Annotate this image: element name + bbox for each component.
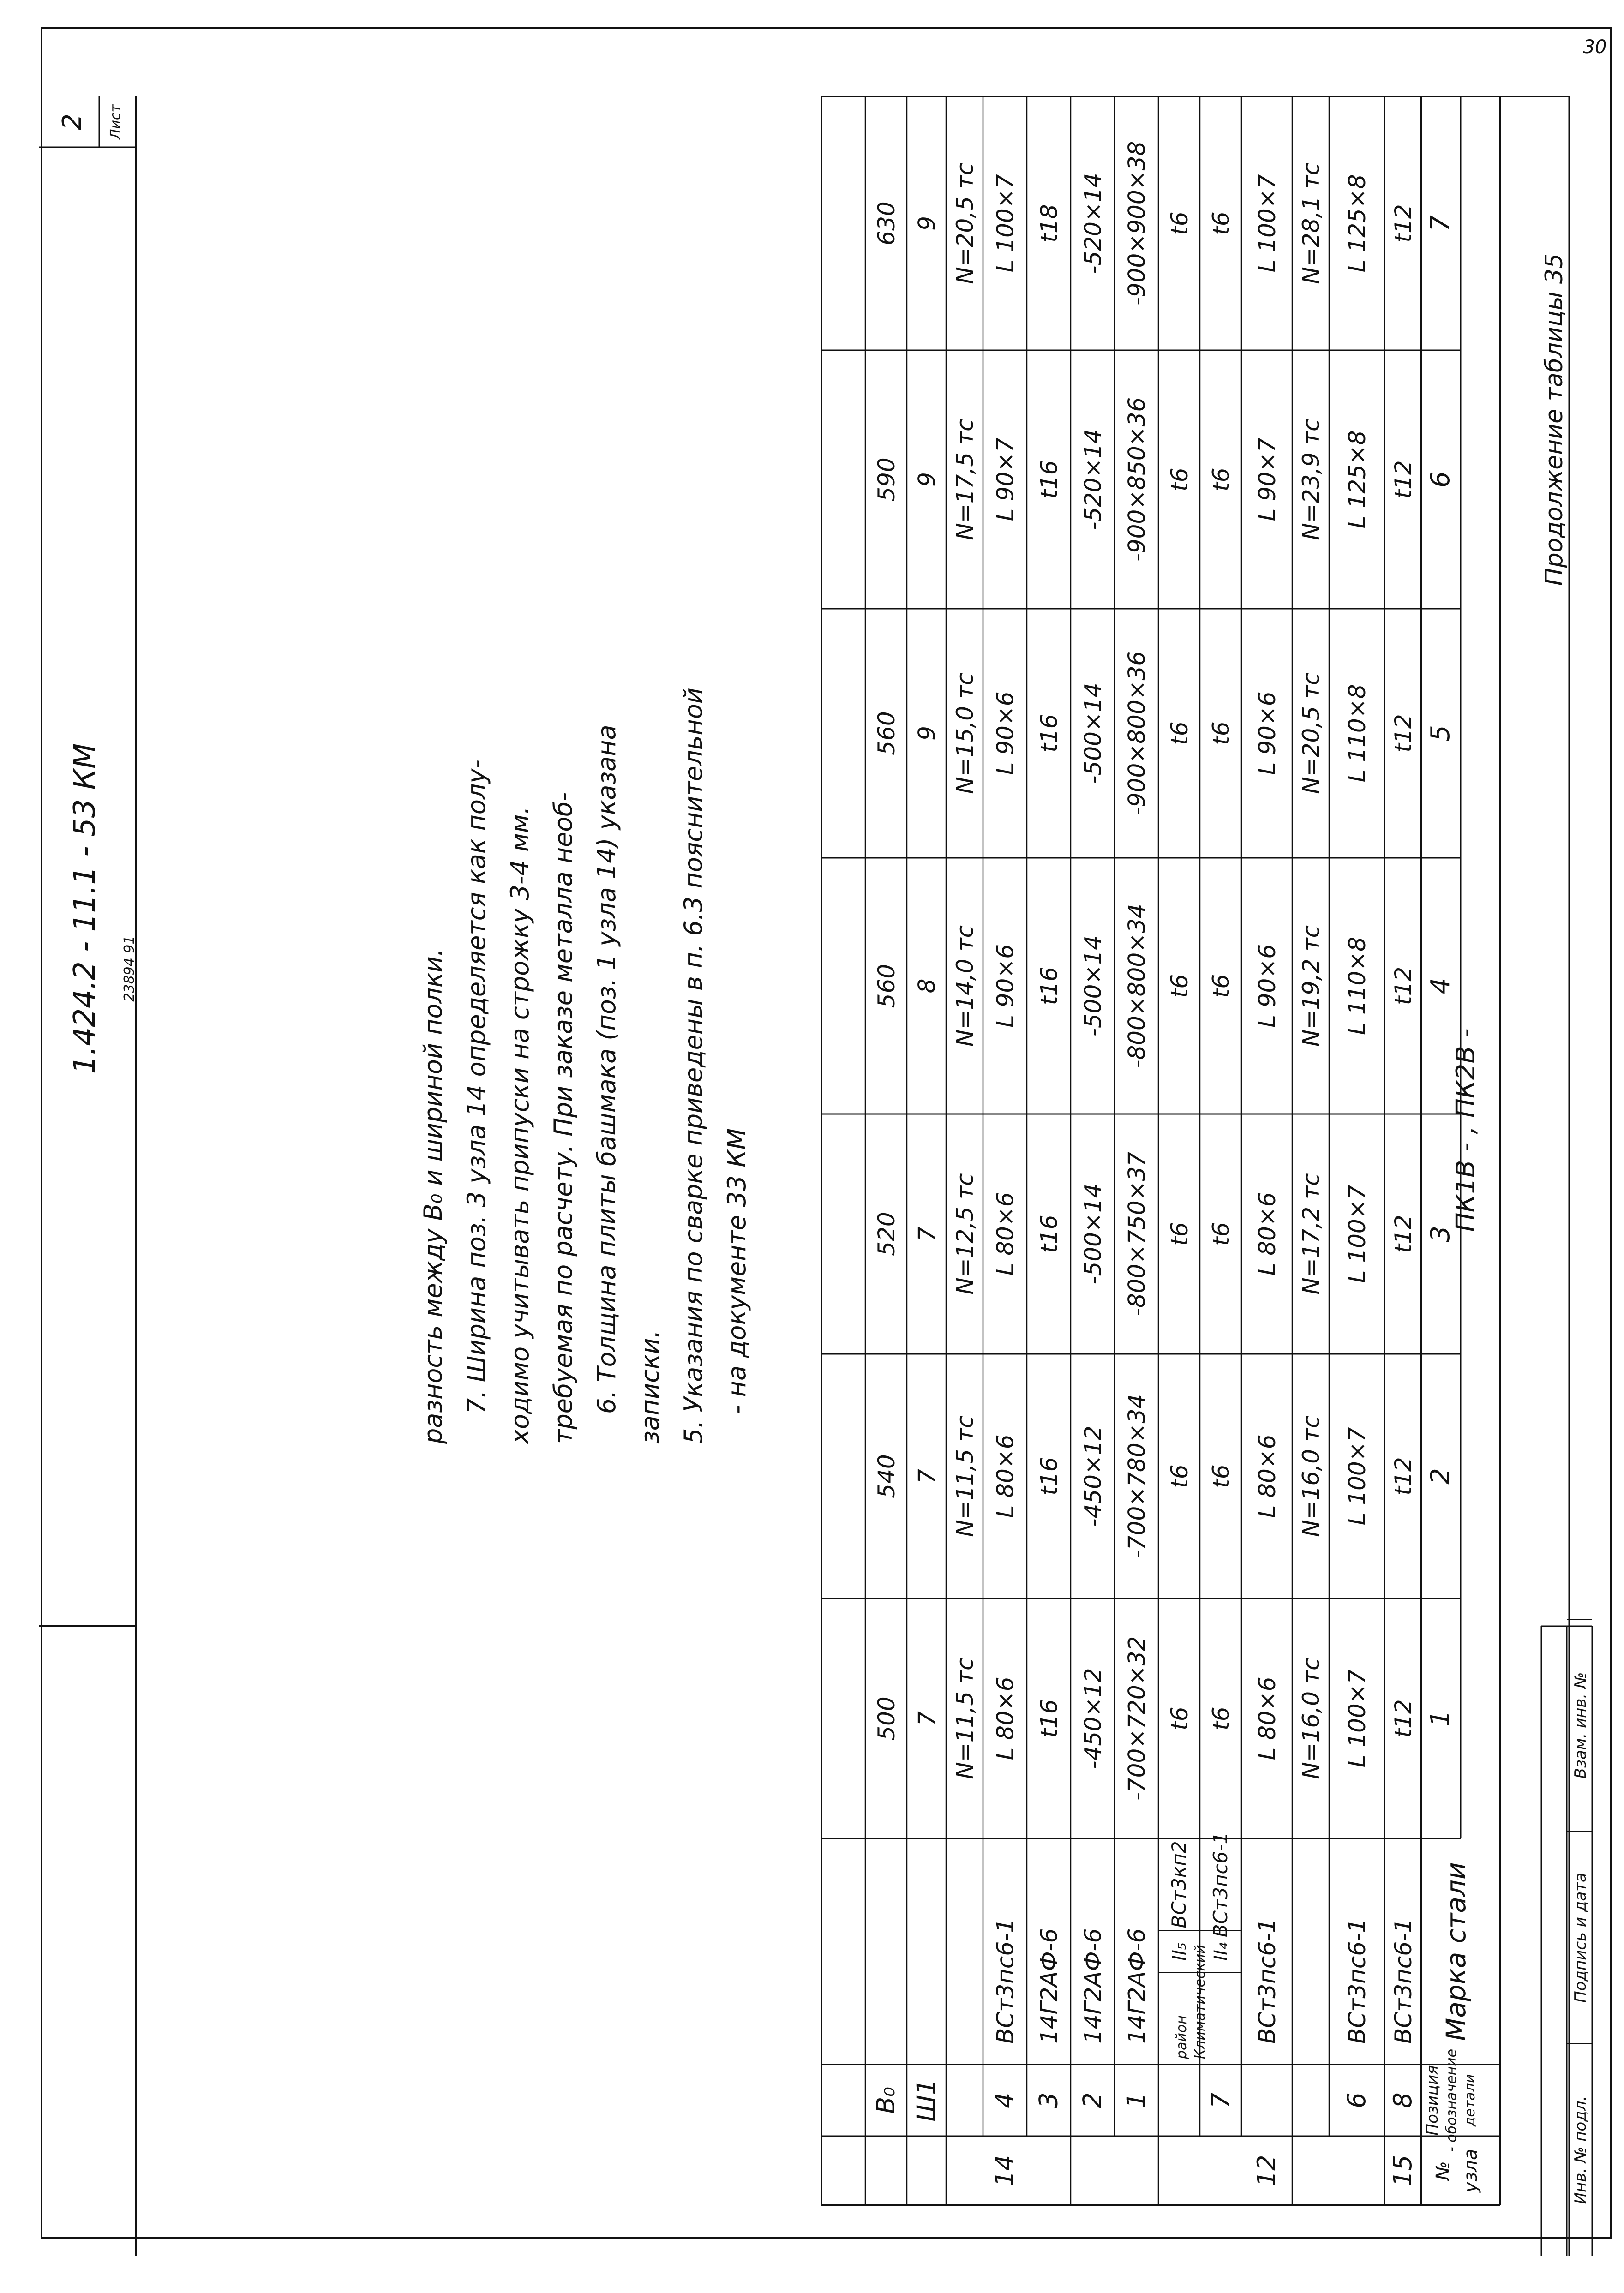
climate-steel-grade: ВСт3кп2 xyxy=(1168,1841,1190,1928)
data-cell: t6 xyxy=(1208,467,1234,491)
data-cell: -900×900×38 xyxy=(1123,141,1151,306)
data-cell: L 125×8 xyxy=(1344,174,1371,273)
climate-region: II₅ xyxy=(1169,1942,1190,1961)
position-number: Ш1 xyxy=(911,2079,941,2122)
data-cell: L 80×6 xyxy=(1254,1192,1281,1276)
data-cell: N=11,5 тс xyxy=(952,1415,978,1537)
data-cell: t6 xyxy=(1208,1706,1234,1730)
data-cell: N=23,9 тс xyxy=(1298,419,1324,540)
data-cell: -700×780×34 xyxy=(1123,1394,1151,1559)
data-cell: N=16,0 тс xyxy=(1298,1415,1324,1537)
data-cell: t6 xyxy=(1208,211,1234,235)
data-cell: -520×14 xyxy=(1079,173,1107,274)
steel-grade-cell: ВСт3пс6-1 xyxy=(1390,1918,1417,2044)
data-cell: t6 xyxy=(1166,1222,1193,1246)
data-cell: N=14,0 тс xyxy=(952,925,978,1047)
data-cell: t12 xyxy=(1390,460,1417,499)
data-cell: N=28,1 тс xyxy=(1298,162,1324,284)
rotated-sheet-content xyxy=(39,96,1592,2256)
node-number: 14 xyxy=(990,2155,1019,2187)
data-cell: 560 xyxy=(873,964,900,1008)
position-number: 8 xyxy=(1388,2092,1417,2108)
note-line: 6. Толщина плиты башмака (поз. 1 узла 14) указана xyxy=(592,724,621,1414)
drawing-designation: 1.424.2 - 11.1 - 53 КМ xyxy=(68,743,102,1074)
header-column-1: 1 xyxy=(1426,1710,1456,1727)
node-number: 15 xyxy=(1388,2155,1417,2187)
data-cell: 7 xyxy=(913,1227,941,1241)
data-cell: t12 xyxy=(1390,714,1417,753)
data-cell: t16 xyxy=(1036,1699,1063,1738)
data-cell: t6 xyxy=(1166,211,1193,235)
data-cell: t6 xyxy=(1166,721,1193,745)
position-number: 2 xyxy=(1078,2092,1107,2108)
climate-steel-grade: ВСт3пс6-1 xyxy=(1209,1832,1232,1938)
table-continuation-title: Продолжение таблицы 35 xyxy=(1540,253,1568,586)
data-cell: L 100×7 xyxy=(1344,1669,1371,1768)
header-column-3: 3 xyxy=(1426,1226,1456,1242)
data-cell: N=17,2 тс xyxy=(1298,1173,1324,1295)
data-cell: 8 xyxy=(913,978,941,994)
data-cell: t16 xyxy=(1036,714,1063,753)
climate-region: II₄ xyxy=(1211,1942,1232,1961)
steel-grade-cell: ВСт3пс6-1 xyxy=(992,1918,1019,2044)
header-steel-grade: Марка стали xyxy=(1440,1862,1472,2041)
data-cell: -700×720×32 xyxy=(1123,1636,1151,1801)
data-cell: L 90×6 xyxy=(1254,944,1281,1028)
data-cell: L 110×8 xyxy=(1344,937,1371,1035)
data-cell: L 80×6 xyxy=(992,1676,1019,1760)
data-cell: t6 xyxy=(1208,1222,1234,1246)
data-cell: 590 xyxy=(873,457,900,502)
data-cell: N=20,5 тс xyxy=(952,162,978,284)
header-column-5: 5 xyxy=(1426,725,1456,742)
sheet-number: 2 xyxy=(57,114,87,130)
data-cell: t6 xyxy=(1208,721,1234,745)
steel-grade-cell: 14Г2АФ-6 xyxy=(1036,1928,1063,2044)
data-cell: N=12,5 тс xyxy=(952,1173,978,1295)
data-cell: -500×14 xyxy=(1079,683,1107,784)
data-cell: t12 xyxy=(1390,204,1417,243)
data-cell: -900×800×36 xyxy=(1123,651,1151,816)
data-cell: 630 xyxy=(873,201,900,245)
header-position-2: - обозначение xyxy=(1444,2048,1460,2152)
data-cell: t12 xyxy=(1390,1457,1417,1496)
data-cell: N=19,2 тс xyxy=(1298,925,1324,1047)
climate-label: район xyxy=(1174,2015,1190,2059)
header-column-2: 2 xyxy=(1426,1468,1456,1485)
data-cell: L 80×6 xyxy=(1254,1676,1281,1760)
position-number: 7 xyxy=(1206,2092,1235,2108)
inventory-number: 23894 91 xyxy=(121,935,138,1002)
data-cell: 9 xyxy=(913,216,941,231)
data-cell: t16 xyxy=(1036,966,1063,1006)
data-cell: L 90×7 xyxy=(992,437,1019,521)
header-column-7: 7 xyxy=(1426,215,1456,232)
data-cell: -450×12 xyxy=(1079,1668,1107,1769)
data-cell: 520 xyxy=(873,1212,900,1256)
data-cell: 560 xyxy=(873,711,900,755)
node-number: 12 xyxy=(1252,2155,1281,2187)
data-cell: L 90×6 xyxy=(992,944,1019,1028)
header-node-no: № xyxy=(1432,2161,1454,2180)
data-cell: -500×14 xyxy=(1079,1183,1107,1285)
data-cell: t16 xyxy=(1036,460,1063,499)
data-cell: L 80×6 xyxy=(992,1192,1019,1276)
data-cell: t6 xyxy=(1166,467,1193,491)
data-cell: L 110×8 xyxy=(1344,684,1371,783)
data-cell: t6 xyxy=(1208,974,1234,998)
position-number: 4 xyxy=(990,2092,1019,2108)
position-number: B₀ xyxy=(871,2087,900,2114)
data-cell: t16 xyxy=(1036,1215,1063,1253)
data-cell: t6 xyxy=(1166,1706,1193,1730)
data-cell: N=16,0 тс xyxy=(1298,1658,1324,1779)
header-column-4: 4 xyxy=(1426,977,1456,994)
sheet-frame xyxy=(42,28,1611,2238)
data-cell: L 80×6 xyxy=(992,1434,1019,1518)
side-field-label: Подпись и дата xyxy=(1571,1873,1590,2003)
side-field-label: Инв. № подл. xyxy=(1571,2095,1590,2204)
note-line: 7. Ширина поз. 3 узла 14 определяется как полу- xyxy=(462,760,491,1414)
data-cell: L 90×6 xyxy=(1254,691,1281,775)
data-cell: -520×14 xyxy=(1079,429,1107,530)
side-stamp-fields xyxy=(1541,1619,1592,2256)
header-column-6: 6 xyxy=(1426,471,1456,488)
data-cell: N=15,0 тс xyxy=(952,672,978,794)
data-cell: t12 xyxy=(1390,1699,1417,1738)
data-cell: t6 xyxy=(1166,1464,1193,1488)
data-cell: -900×850×36 xyxy=(1123,397,1151,562)
data-cell: L 90×7 xyxy=(1254,437,1281,521)
data-cell: 7 xyxy=(913,1469,941,1484)
climate-label: Климатический xyxy=(1192,1945,1208,2059)
data-cell: N=17,5 тс xyxy=(952,419,978,540)
corner-sheet-mark: 30 xyxy=(1583,36,1607,58)
data-cell: N=11,5 тс xyxy=(952,1658,978,1779)
data-cell: t6 xyxy=(1208,1464,1234,1488)
data-cell: -800×750×37 xyxy=(1123,1151,1151,1317)
data-cell: -450×12 xyxy=(1079,1425,1107,1527)
steel-grade-cell: 14Г2АФ-6 xyxy=(1123,1928,1151,2044)
position-number: 3 xyxy=(1034,2092,1063,2108)
position-number: 1 xyxy=(1121,2092,1151,2108)
header-position-3: детали xyxy=(1462,2074,1478,2127)
data-cell: -800×800×34 xyxy=(1123,904,1151,1068)
data-cell: 500 xyxy=(873,1696,900,1741)
data-cell: L 90×6 xyxy=(992,691,1019,775)
data-cell: t12 xyxy=(1390,1215,1417,1253)
data-cell: 7 xyxy=(913,1711,941,1726)
data-cell: L 100×7 xyxy=(1344,1427,1371,1526)
note-line: разность между B₀ и шириной полки. xyxy=(419,948,448,1444)
data-cell: t12 xyxy=(1390,966,1417,1006)
data-cell: 9 xyxy=(913,726,941,741)
sheet-label: Лист xyxy=(108,104,124,140)
data-cell: N=20,5 тс xyxy=(1298,672,1324,794)
data-cell: -500×14 xyxy=(1079,935,1107,1036)
note-line: ходимо учитывать припуски на строжку 3-4 мм. xyxy=(505,806,534,1444)
steel-grade-cell: ВСт3пс6-1 xyxy=(1344,1918,1371,2044)
note-line: записки. xyxy=(635,1330,665,1444)
data-cell: t16 xyxy=(1036,1457,1063,1496)
side-field-label: Взам. инв. № xyxy=(1571,1672,1590,1779)
position-number: 6 xyxy=(1342,2092,1371,2108)
data-cell: L 100×7 xyxy=(1254,174,1281,273)
steel-grade-cell: ВСт3пс6-1 xyxy=(1254,1918,1281,2044)
data-cell: L 80×6 xyxy=(1254,1434,1281,1518)
data-cell: L 100×7 xyxy=(992,174,1019,273)
header-position: Позиция xyxy=(1423,2065,1442,2136)
note-line: 5. Указания по сварке приведены в п. 6.3 пояснительной xyxy=(679,688,708,1444)
series-header: ПК1В - , ПК2В - xyxy=(1451,1028,1481,1232)
data-cell: t18 xyxy=(1036,204,1063,243)
data-cell: L 125×8 xyxy=(1344,430,1371,529)
steel-grade-cell: 14Г2АФ-6 xyxy=(1079,1928,1107,2044)
note-line: - на документе 33 КМ xyxy=(722,1128,751,1414)
data-cell: L 100×7 xyxy=(1344,1185,1371,1283)
data-cell: 9 xyxy=(913,472,941,487)
notes-block xyxy=(419,688,751,1445)
header-node-no-label: узла xyxy=(1460,2149,1481,2193)
data-cell: 540 xyxy=(873,1454,900,1498)
note-line: требуемая по расчету. При заказе металла необ- xyxy=(549,792,578,1444)
title-block xyxy=(39,96,138,2256)
data-cell: t6 xyxy=(1166,974,1193,998)
